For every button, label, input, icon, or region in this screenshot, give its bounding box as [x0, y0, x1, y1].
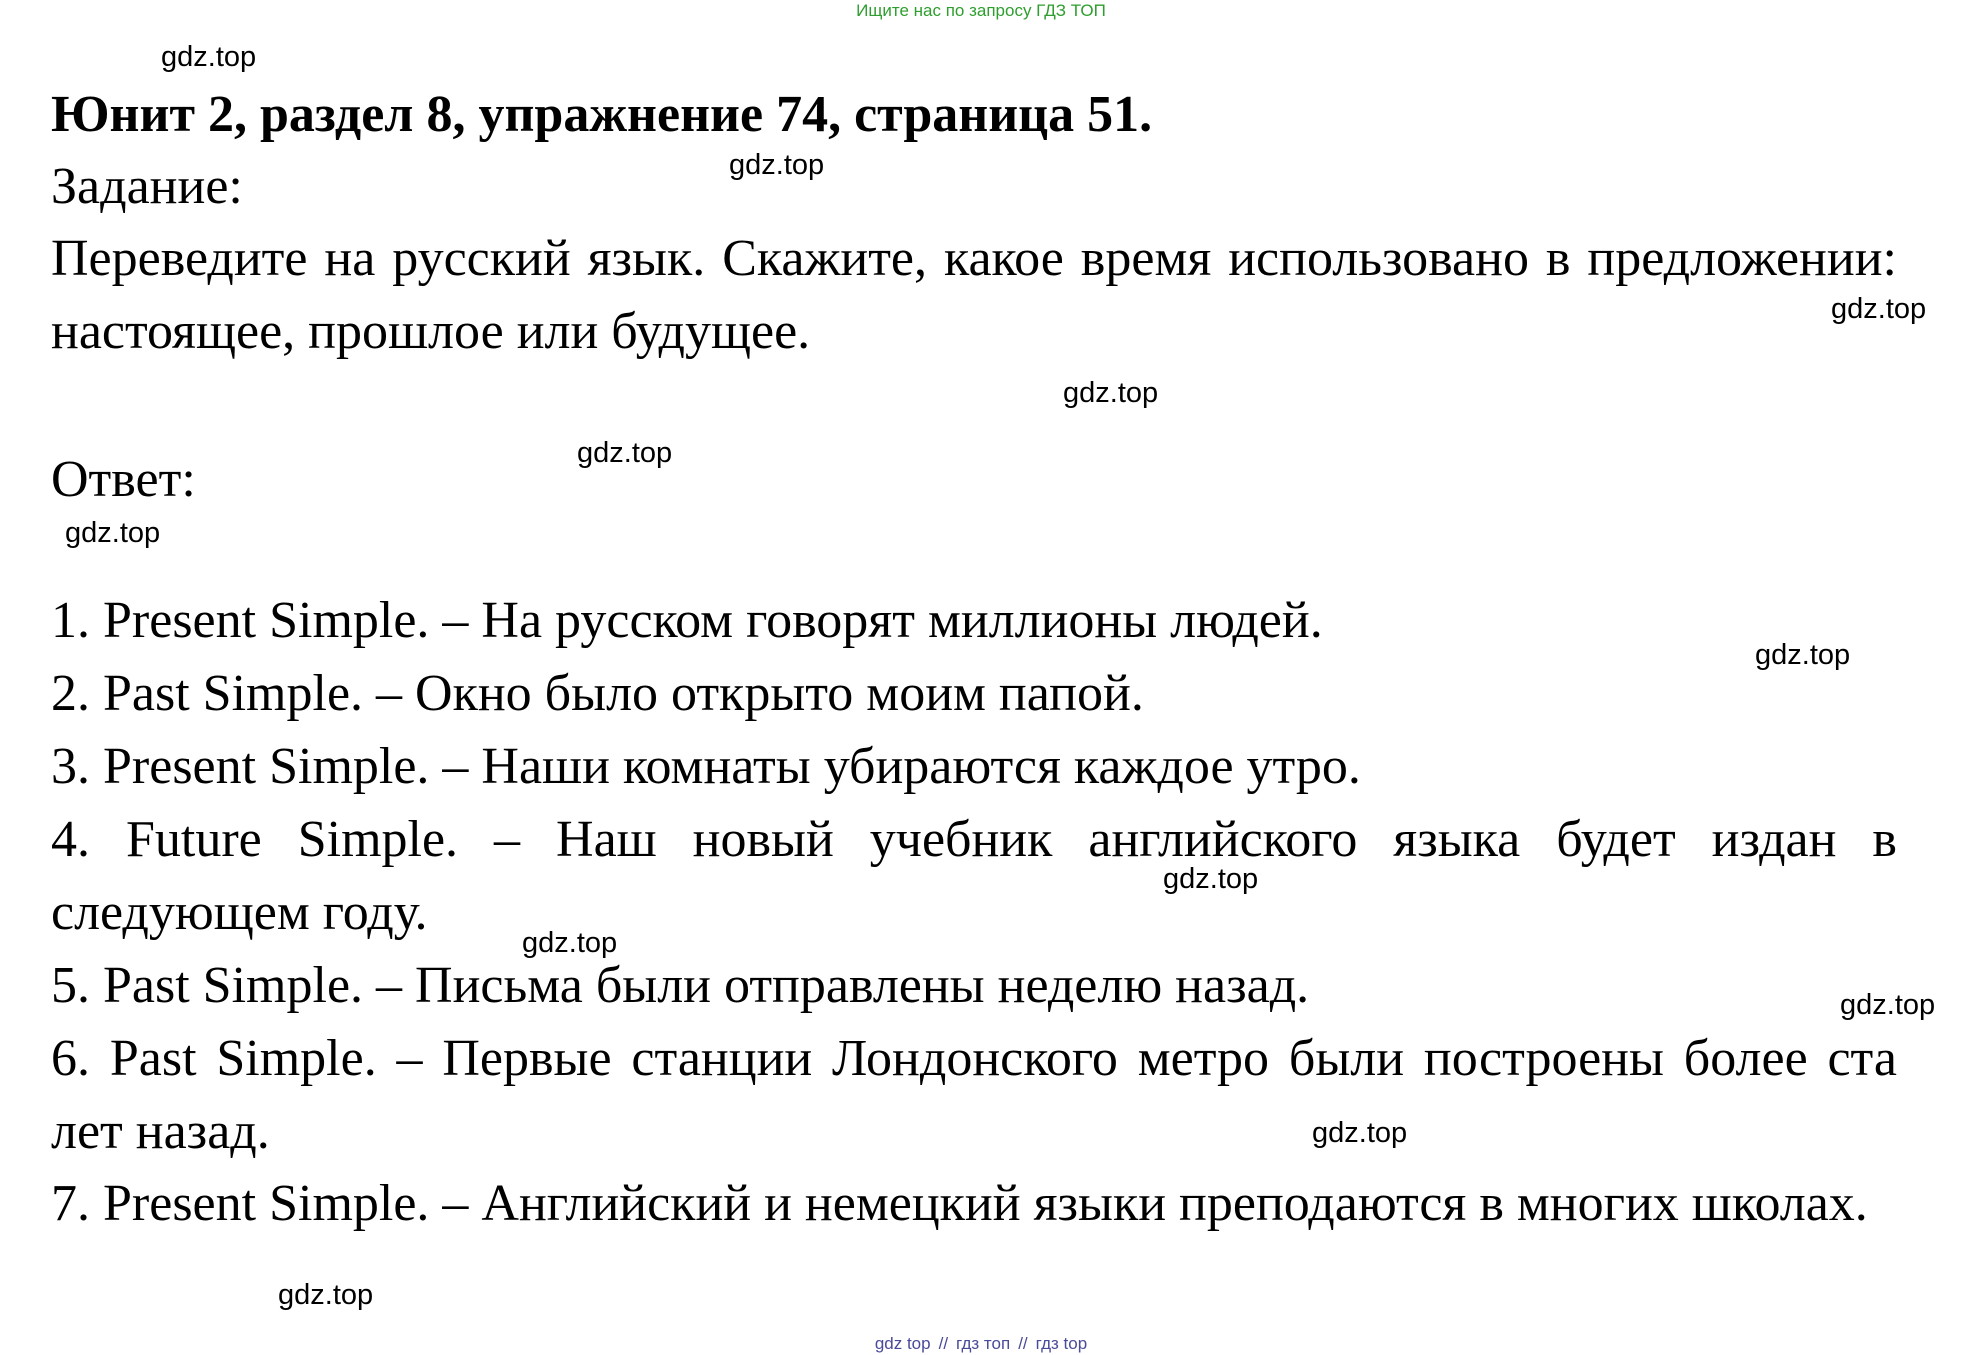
watermark: gdz.top [1063, 377, 1159, 409]
watermark: gdz.top [577, 437, 673, 469]
watermark: gdz.top [1312, 1117, 1408, 1149]
answer-item-2: 2. Past Simple. – Окно было открыто моим папой. [51, 665, 1144, 722]
watermark: gdz.top [1840, 989, 1936, 1021]
answer-item-5: 5. Past Simple. – Письма были отправлены неделю назад. [51, 957, 1310, 1014]
watermark: gdz.top [1831, 293, 1927, 325]
watermark: gdz.top [1163, 863, 1259, 895]
footer-separator: // [938, 1334, 949, 1353]
footer-item-2: гдз топ [956, 1334, 1011, 1353]
watermark: gdz.top [522, 927, 618, 959]
footer-item-1: gdz top [874, 1334, 931, 1353]
watermark: gdz.top [278, 1279, 374, 1311]
footer [0, 1334, 1962, 1354]
answer-item-3: 3. Present Simple. – Наши комнаты убираются каждое утро. [51, 738, 1361, 795]
watermark: gdz.top [161, 41, 257, 73]
answer-label: Ответ: [51, 451, 196, 508]
top-banner: Ищите нас по запросу ГДЗ ТОП [856, 1, 1106, 20]
answer-item-1: 1. Present Simple. – На русском говорят миллионы людей. [51, 592, 1323, 649]
page-title: Юнит 2, раздел 8, упражнение 74, страница 51. [51, 86, 1153, 143]
task-text: Переведите на русский язык. Скажите, какое время использовано в предложении: настоящее, прошлое или будущее. [51, 230, 1897, 360]
task-label: Задание: [51, 158, 243, 215]
answer-item-7: 7. Present Simple. – Английский и немецкий языки преподаются в многих школах. [51, 1175, 1868, 1232]
footer-item-3: гдз top [1035, 1334, 1088, 1353]
watermark: gdz.top [729, 149, 825, 181]
answer-item-4: 4. Future Simple. – Наш новый учебник английского языка будет издан в следующем году. [51, 811, 1897, 941]
watermark: gdz.top [1755, 639, 1851, 671]
footer-separator: // [1018, 1334, 1028, 1353]
answer-item-6: 6. Past Simple. – Первые станции Лондонского метро были построены более ста лет назад. [51, 1030, 1897, 1160]
watermark: gdz.top [65, 517, 161, 549]
